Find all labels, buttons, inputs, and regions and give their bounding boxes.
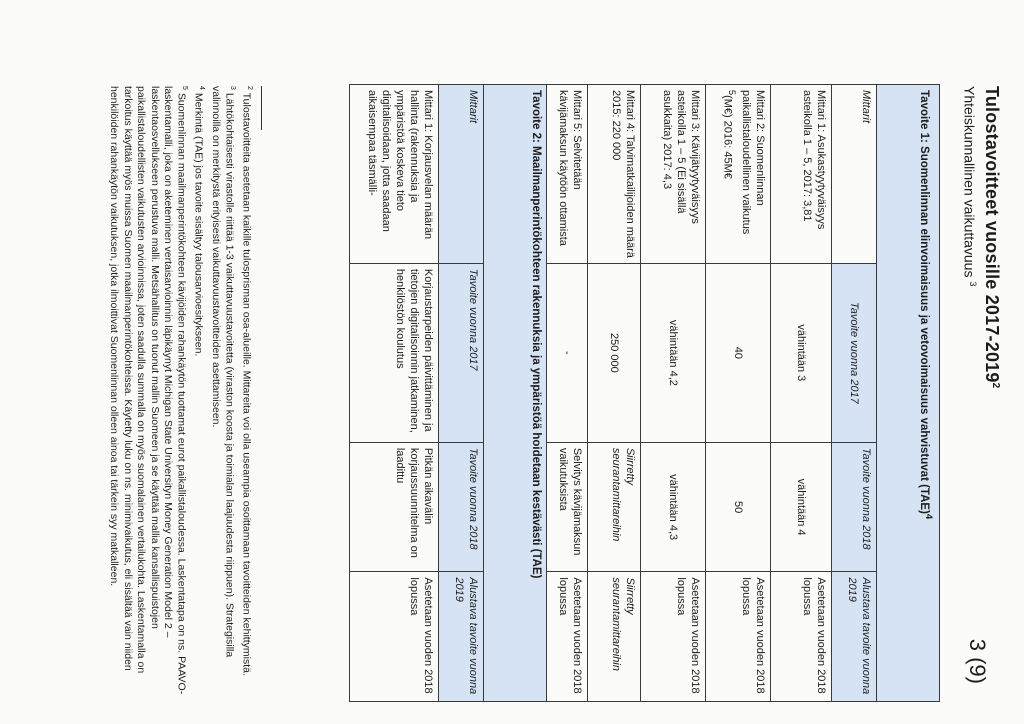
col-header-2017: Tavoite vuonna 2017 <box>832 263 877 442</box>
target-2019-cell: Asetetaan vuoden 2018 lopussa <box>547 572 588 702</box>
col-header-metrics: Mittarit <box>832 85 877 264</box>
metric-cell: Mittari 5: Selvitetään kävijämaksun käytöön ottamista <box>547 85 588 264</box>
metric-cell: Mittari 3: Kävijätyytyväisyys asteikolla 1 – 5 (Ei sisällä asukkaita) 2017: 4,3 <box>641 85 706 264</box>
target-2017-cell: vähintään 4,2 <box>641 263 706 442</box>
footnote: $^3$ Lähtökohtaisesti virastolle riittää 1-3 vaikuttavuustavoitetta (viraston koosta ja toimialan laajuudesta riippuen). Strategisilla valinnoilla on merkitystä erityisesti vaikuttavuustavoitteiden asettamiseen. <box>210 86 236 658</box>
page-title <box>981 86 1002 388</box>
metric-cell: Mittari 2: Suomenlinnan paikallistaloudellinen vaikutus $^5$(M€) 2016: 45M€ <box>706 85 771 264</box>
footnote: $^2$ Tulostavoitteita asetetaan kaikille tulosprisman osa-alueille. Mittareita voi olla useampia osoittamaan tavoitteiden kehittymistä. <box>240 86 253 676</box>
target-2019-cell: Asetetaan vuoden 2018 lopussa <box>641 572 706 702</box>
goal-2-header-row <box>484 85 547 702</box>
title-footnote-ref: 2 <box>990 382 1001 389</box>
footnotes <box>107 86 256 702</box>
goal-1-title: Tavoite 1: Suomenlinnan elinvoimaisuus ja vetovoimaisuus vahvistuvat (TAE)$^4$ <box>877 85 940 702</box>
table-row <box>547 85 588 702</box>
footnote: $^5$ Suomenlinnan maailmanperintökohteen kävijöiden rahankäytön tuottamat eurot paikallistaloudessa. Laskentatapa on ns. PAAVO-laskentamalli, joka on aketeminen vertaisarvioinnin läpikäynyt Michigan State Universityn Money Generation Model 2 –laskentaosvellukseen perustuva malli. Metsähallitus on tuonut mallin Suomeen ja se käyttää mallia kansallispuistojen paikallistaloudellisten vaikutusten arvioinnissa, joten saadulla summalla on myös suomalainen vertailukohta. Laskentamalla on tarkoitus käyttää myös muissa Suomen maailmanperintökohteissa. Käytetty luku on ns. minimivaikutus, eli sisältää vain niiden henkilöiden rahankäytön vaikutuksen, jotka ilmoittivat Suomenlinnan olleen ainoa tai tärkein syy matkalleen. <box>108 86 189 695</box>
target-2018-cell: Selvitys kävijämaksun vaikutuksista <box>547 442 588 572</box>
metric-cell: Mittari 4: Talvimatkailijoiden määrä 2015: 220 000 <box>588 85 641 264</box>
col-header-2017: Tavoite vuonna 2017 <box>439 263 484 442</box>
goal-2-column-headers <box>439 85 484 702</box>
target-2018-cell: Pitkän aikavälin korjaussuunnitelma on laadittu <box>350 442 439 572</box>
target-2018-cell: vähintään 4 <box>771 442 832 572</box>
goal-2-title: Tavoite 2: Maailmanperintökohteen rakennuksia ja ympäristöä hoidetaan kestävästi (TAE) <box>484 85 547 702</box>
target-2017-cell: 40 <box>706 263 771 442</box>
target-2019-cell: Asetetaan vuoden 2018 lopussa <box>771 572 832 702</box>
col-header-2019: Alustava tavoite vuonna 2019 <box>832 572 877 702</box>
title-text: Tulostavoitteet vuosille 2017-2019 <box>982 86 1002 383</box>
target-2019-cell: Siirretty seurantamittareihin <box>588 572 641 702</box>
target-2019-cell: Asetetaan vuoden 2018 lopussa <box>706 572 771 702</box>
subtitle-footnote-ref: 3 <box>968 281 978 287</box>
table-row <box>641 85 706 702</box>
col-header-2018: Tavoite vuonna 2018 <box>832 442 877 572</box>
page-subtitle <box>961 86 978 286</box>
subtitle-text: Yhteiskunnallinen vaikuttavuus <box>961 86 978 278</box>
goals-table <box>349 84 940 702</box>
table-row <box>588 85 641 702</box>
target-2017-cell: Korjaustarpeiden päivittäminen ja tietojen digitalisoinnin jatkaminen, henkilöstön koulutus <box>350 263 439 442</box>
goal-1-column-headers <box>832 85 877 702</box>
col-header-metrics: Mittarit <box>439 85 484 264</box>
target-2018-cell: vähintään 4,3 <box>641 442 706 572</box>
col-header-2018: Tavoite vuonna 2018 <box>439 442 484 572</box>
footnote: $^4$ Merkintä (TAE) jos tavoite sisältyy talousarvioesitykseen. <box>193 86 206 357</box>
target-2018-cell: Siirretty seurantamittareihin <box>588 442 641 572</box>
target-2018-cell: 50 <box>706 442 771 572</box>
metric-cell: Mittari 1: Korjausvelan määrän hallinta (rakennuksia ja ympäristöä koskeva tieto digitalisoidaan, jotta saadaan aikaisempaa täsmälli- <box>350 85 439 264</box>
target-2017-cell: 250 000 <box>588 263 641 442</box>
target-2017-cell: vähintään 3 <box>771 263 832 442</box>
table-row <box>706 85 771 702</box>
table-row <box>350 85 439 702</box>
goal-1-header-row <box>877 85 940 702</box>
target-2017-cell: - <box>547 263 588 442</box>
metric-cell: Mittari 1: Asukastyytyväisyys asteikolla 1 – 5, 2017: 3,81 <box>771 85 832 264</box>
page-number: 3 (9) <box>965 638 990 684</box>
footnote-divider <box>261 86 262 130</box>
table-row <box>771 85 832 702</box>
target-2019-cell: Asetetaan vuoden 2018 lopussa <box>350 572 439 702</box>
col-header-2019: Alustava tavoite vuonna 2019 <box>439 572 484 702</box>
